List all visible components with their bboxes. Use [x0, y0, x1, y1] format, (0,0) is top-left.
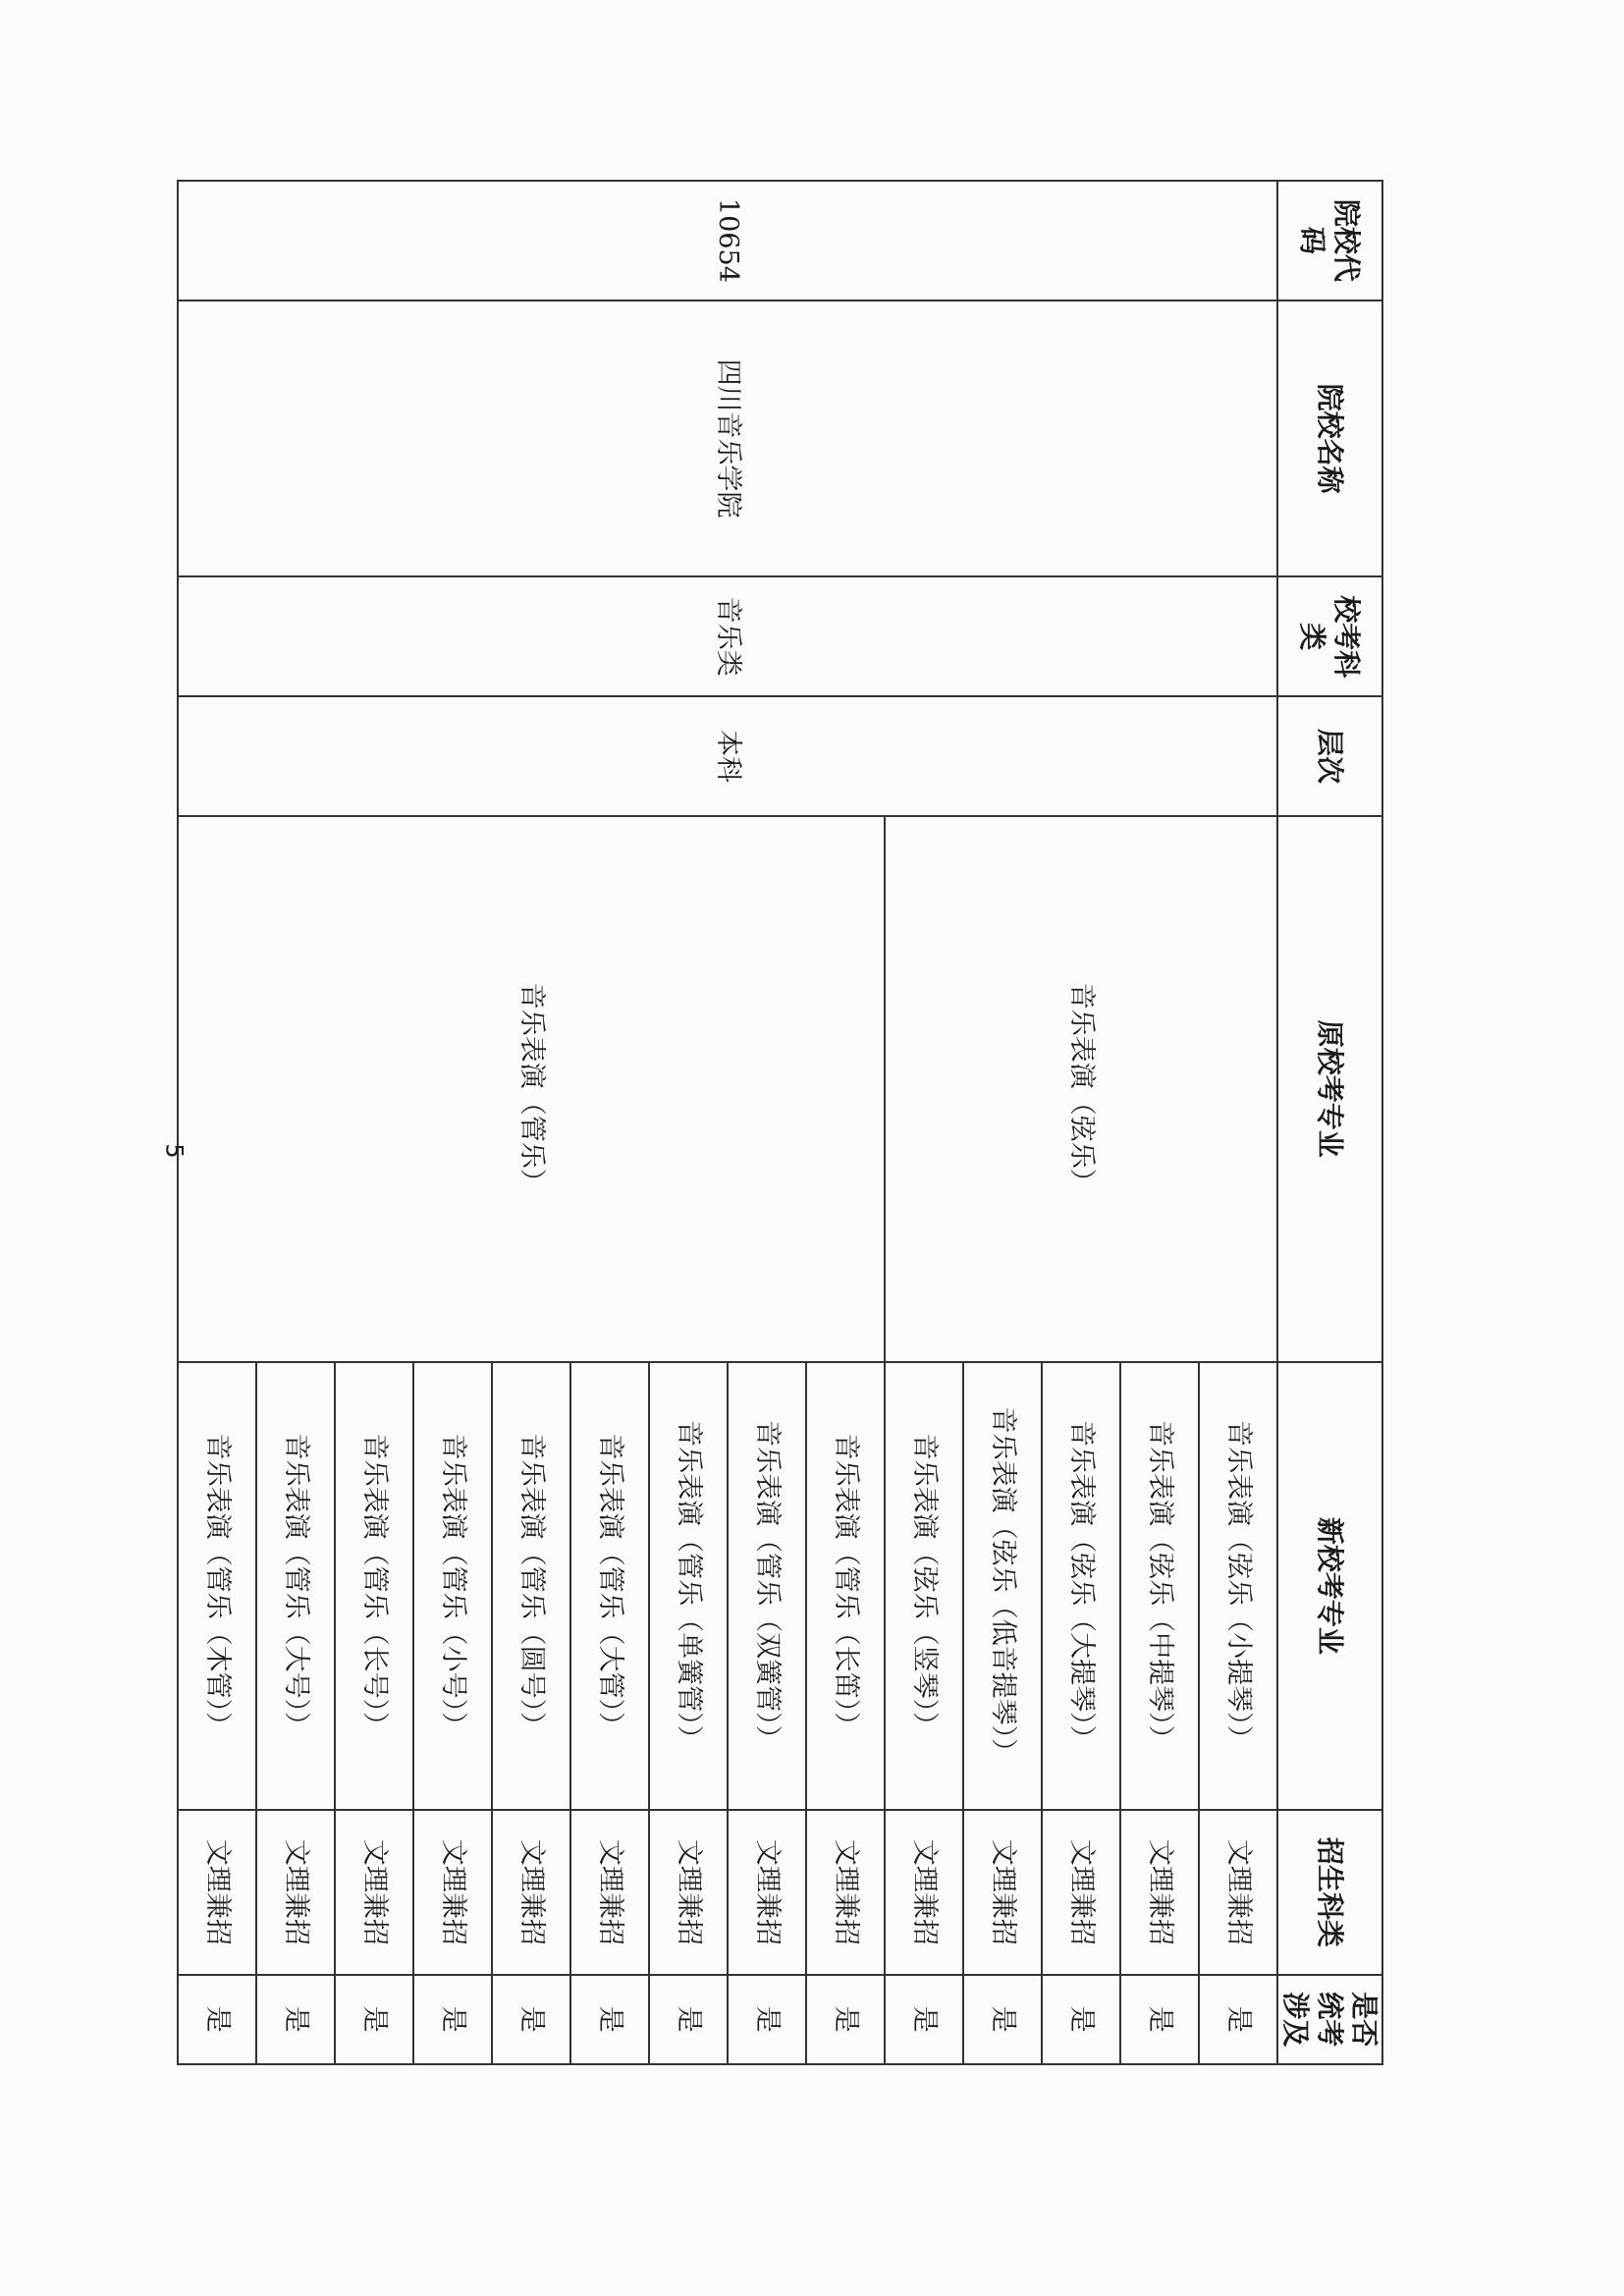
header-category: 校考科类 [1277, 576, 1382, 696]
school-level-cell: 本科 [178, 696, 1277, 816]
new-major-cell: 音乐表演（管乐（长号）） [335, 1362, 413, 1811]
subject-cell: 文理兼招 [492, 1810, 570, 1974]
unified-cell: 是 [728, 1975, 806, 2064]
school-category-cell: 音乐类 [178, 576, 1277, 696]
unified-cell: 是 [256, 1975, 335, 2064]
unified-cell: 是 [1042, 1975, 1120, 2064]
subject-cell: 文理兼招 [570, 1810, 649, 1974]
unified-cell: 是 [963, 1975, 1042, 2064]
subject-cell: 文理兼招 [649, 1810, 728, 1974]
header-new-major: 新校考专业 [1277, 1362, 1382, 1811]
page-number: 5 [160, 1143, 189, 1159]
unified-cell: 是 [1120, 1975, 1199, 2064]
new-major-cell: 音乐表演（弦乐（竖琴）） [885, 1362, 963, 1811]
subject-cell: 文理兼招 [885, 1810, 963, 1974]
new-major-cell: 音乐表演（管乐（双簧管）） [728, 1362, 806, 1811]
header-name: 院校名称 [1277, 301, 1382, 577]
original-major-cell: 音乐表演（弦乐） [885, 816, 1277, 1362]
unified-cell: 是 [649, 1975, 728, 2064]
subject-cell: 文理兼招 [178, 1810, 256, 1974]
unified-cell: 是 [335, 1975, 413, 2064]
new-major-cell: 音乐表演（弦乐（大提琴）） [1042, 1362, 1120, 1811]
new-major-cell: 音乐表演（弦乐（低音提琴）） [963, 1362, 1042, 1811]
table-header-row [1277, 181, 1382, 2064]
subject-cell: 文理兼招 [1199, 1810, 1277, 1974]
header-code: 院校代码 [1277, 181, 1382, 301]
new-major-cell: 音乐表演（管乐（大号）） [256, 1362, 335, 1811]
unified-cell: 是 [1199, 1975, 1277, 2064]
subject-cell: 文理兼招 [1042, 1810, 1120, 1974]
majors-table-frame [201, 180, 1383, 2065]
table-row [1199, 181, 1277, 2064]
majors-table [177, 180, 1383, 2065]
new-major-cell: 音乐表演（管乐（单簧管）） [649, 1362, 728, 1811]
subject-cell: 文理兼招 [413, 1810, 492, 1974]
subject-cell: 文理兼招 [335, 1810, 413, 1974]
unified-cell: 是 [885, 1975, 963, 2064]
subject-cell: 文理兼招 [806, 1810, 885, 1974]
subject-cell: 文理兼招 [256, 1810, 335, 1974]
new-major-cell: 音乐表演（管乐（小号）） [413, 1362, 492, 1811]
subject-cell: 文理兼招 [728, 1810, 806, 1974]
subject-cell: 文理兼招 [963, 1810, 1042, 1974]
subject-cell: 文理兼招 [1120, 1810, 1199, 1974]
unified-cell: 是 [413, 1975, 492, 2064]
new-major-cell: 音乐表演（管乐（圆号）） [492, 1362, 570, 1811]
new-major-cell: 音乐表演（弦乐（小提琴）） [1199, 1362, 1277, 1811]
new-major-cell: 音乐表演（弦乐（中提琴）） [1120, 1362, 1199, 1811]
header-level: 层次 [1277, 696, 1382, 816]
new-major-cell: 音乐表演（管乐（长笛）） [806, 1362, 885, 1811]
unified-cell: 是 [492, 1975, 570, 2064]
header-subject: 招生科类 [1277, 1810, 1382, 1974]
original-major-cell: 音乐表演（管乐） [178, 816, 885, 1362]
header-unified-exam: 是否统考涉及 [1277, 1975, 1382, 2064]
new-major-cell: 音乐表演（管乐（木管）） [178, 1362, 256, 1811]
school-name-cell: 四川音乐学院 [178, 301, 1277, 577]
unified-cell: 是 [570, 1975, 649, 2064]
school-code-cell: 10654 [178, 181, 1277, 301]
unified-cell: 是 [178, 1975, 256, 2064]
unified-cell: 是 [806, 1975, 885, 2064]
header-original-major: 原校考专业 [1277, 816, 1382, 1362]
new-major-cell: 音乐表演（管乐（大管）） [570, 1362, 649, 1811]
